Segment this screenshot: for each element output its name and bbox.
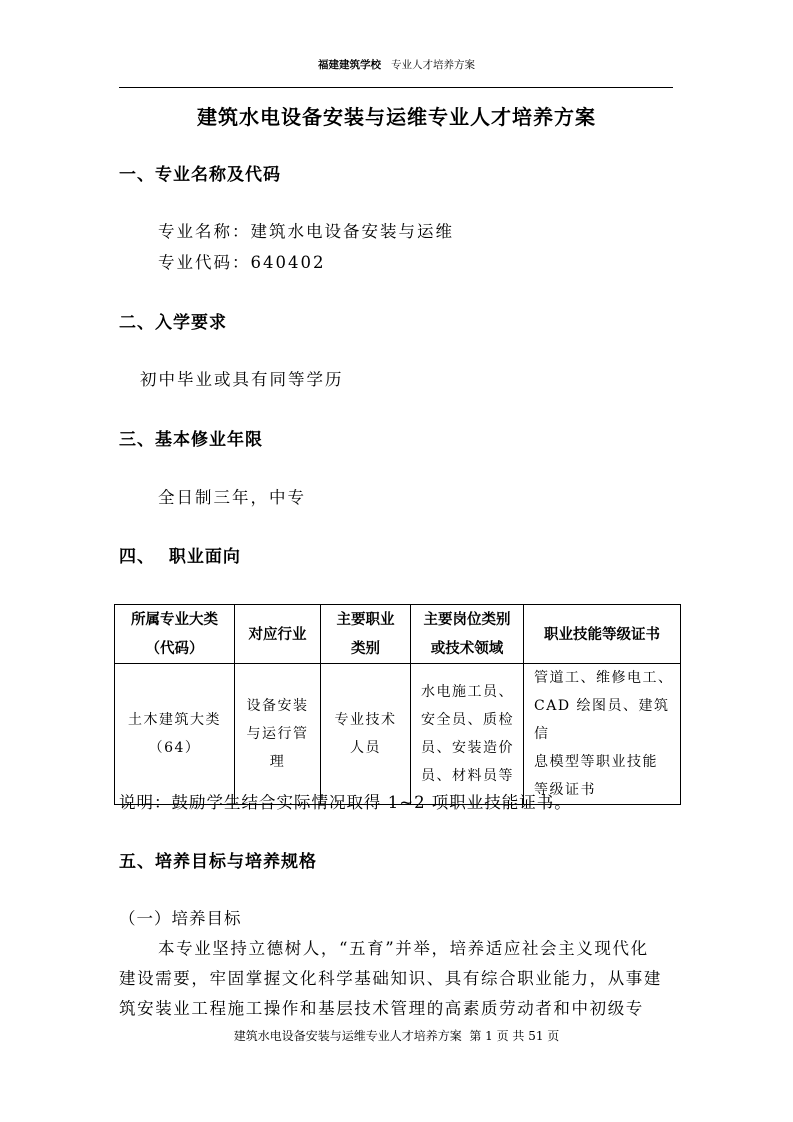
section-5-heading: 五、培养目标与培养规格: [119, 852, 317, 872]
subsection-heading: （一）培养目标: [119, 909, 242, 928]
header-line: 所属专业大类: [131, 611, 218, 628]
vocation-table: [114, 604, 681, 805]
paragraph-line: 筑安装业工程施工操作和基层技术管理的高素质劳动者和中初级专: [119, 999, 644, 1018]
study-duration: 全日制三年，中专: [158, 488, 306, 507]
header-line: 主要岗位类别: [423, 611, 511, 628]
header-line: 类别: [351, 640, 380, 657]
cell-line: 人员: [350, 740, 381, 756]
cell-line: 等级证书: [534, 782, 596, 798]
cell-line: CAD 绘图员、建筑信: [534, 698, 670, 742]
cell-line: 设备安装: [246, 698, 309, 714]
cell-line: 专业技术: [334, 712, 397, 728]
table-cell-positions: [411, 664, 524, 805]
header-line: 或技术领域: [430, 640, 504, 657]
page-footer: 建筑水电设备安装与运维专业人才培养方案 第 1 页 共 51 页: [233, 1029, 560, 1043]
table-cell-certificates: [524, 664, 681, 805]
admission-requirement: 初中毕业或具有同等学历: [140, 370, 344, 389]
cell-line: 与运行管: [246, 726, 309, 742]
table-header-cell: [321, 605, 411, 664]
section-3-heading: 三、基本修业年限: [119, 430, 263, 450]
table-header-cell: [235, 605, 321, 664]
table-row: [115, 664, 681, 805]
header-line: （代码）: [145, 640, 204, 657]
section-4-heading: 四、 职业面向: [119, 547, 241, 567]
document-title: 建筑水电设备安装与运维专业人才培养方案: [197, 105, 596, 129]
major-code-line: 专业代码：640402: [158, 253, 326, 272]
header-rule: [119, 87, 673, 88]
cell-line: 理: [269, 754, 286, 770]
cell-line: 息模型等职业技能: [534, 754, 658, 770]
cell-line: 员、材料员等: [421, 768, 514, 784]
table-header-cell: [115, 605, 235, 664]
table-note: 说明：鼓励学生结合实际情况取得 1~2 项职业技能证书。: [119, 793, 572, 812]
cell-line: 安全员、质检: [421, 712, 514, 728]
cell-line: 管道工、维修电工、: [534, 670, 674, 686]
paragraph-line: 本专业坚持立德树人，“五育”并举，培养适应社会主义现代化: [158, 939, 649, 958]
cell-line: （64）: [148, 740, 201, 756]
header-line: 对应行业: [248, 625, 307, 643]
major-name-line: 专业名称：建筑水电设备安装与运维: [158, 222, 454, 241]
header-line: 主要职业: [336, 611, 395, 628]
cell-line: 土木建筑大类: [128, 712, 221, 728]
table-header-cell: [524, 605, 681, 664]
table-header-row: [115, 605, 681, 664]
cell-line: 水电施工员、: [421, 684, 514, 700]
cell-line: 员、安装造价: [421, 740, 514, 756]
paragraph-line: 建设需要，牢固掌握文化科学基础知识、具有综合职业能力，从事建: [119, 969, 662, 988]
section-2-heading: 二、入学要求: [119, 313, 227, 333]
section-1-heading: 一、专业名称及代码: [119, 165, 281, 185]
running-header: [0, 57, 793, 72]
header-school: 福建建筑学校: [318, 59, 381, 71]
header-subtitle: 专业人才培养方案: [391, 59, 475, 71]
header-line: 职业技能等级证书: [544, 625, 660, 643]
table-header-cell: [411, 605, 524, 664]
table-cell-industry: [235, 664, 321, 805]
table-cell-occupation: [321, 664, 411, 805]
table-cell-category: [115, 664, 235, 805]
